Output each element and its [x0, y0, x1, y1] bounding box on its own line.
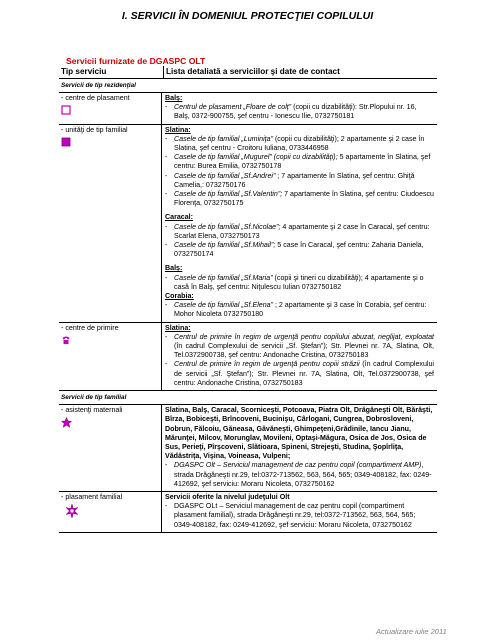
- list-item: - Centrul de plasament „Floare de colţ” (copii cu dizabilităţi): Str.Plopului nr. 16, Balş, 0372-900755, şef centru - Ionescu Ilie, 0732750181: [165, 103, 417, 121]
- location-label: Slatina:: [165, 125, 191, 134]
- section-family: Servicii de tip familial: [59, 391, 437, 405]
- table-row: [59, 323, 437, 391]
- list-item: - Casele de tip familial „Luminiţa” (copii cu dizabilităţi); 2 apartamente şi 2 case în Slatina, şef centru - Croitoru Iuliana, 0733446958: [165, 134, 425, 153]
- row-type-label: - centre de primire: [61, 323, 119, 332]
- list-item: - Casele de tip familial „Sf.Mihail”; 5 case în Caracal, şef centru: Zaharia Daniela, 0732750174: [165, 241, 424, 259]
- row-type-label: - plasament familial: [61, 492, 123, 501]
- square-outline-icon: [61, 105, 71, 115]
- list-item: - Casele de tip familial „Mugurel” (copii cu dizabilităţi); 5 apartamente în Slatina, şef centru: Burea Emilia, 0732750178: [165, 153, 431, 171]
- table-row: [59, 93, 437, 125]
- row-type-label: - centre de plasament: [61, 94, 130, 102]
- header-service-list: Lista detaliată a serviciilor şi date de contact: [163, 66, 437, 78]
- list-item: - Casele de tip familial „Sf.Valentin”; 7 apartamente în Slatina, şef centru: Ciudoescu Florenţa, 0732750175: [165, 190, 434, 208]
- list-item: - Centrul de primire în regim de urgenţă pentru copiii străzii (în cadrul Complexului de servicii „Sf. Ştefan”); Str. Plevnei nr. 7A, Slatina, Olt, Tel.0372900738, şef centru: Andonache Cristina, 0732750183: [165, 360, 434, 387]
- section-residential: Servicii de tip rezidenţial: [59, 79, 437, 93]
- location-label: Balş:: [165, 264, 183, 273]
- row-type-label: - unităţi de tip familial: [61, 125, 128, 134]
- list-item: - DGASPC Olt – Serviciul management de caz pentru copil (compartiment AMP), strada Drăgăneşti nr.29, tel:0372-713562, 563, 564, 565; 0349-408182, fax: 0249-412692, şef serviciu: Moraru Nicoleta, 0732750162: [165, 461, 432, 488]
- list-item: - Casele de tip familial „Sf.Andrei” ; 7 apartamente în Slatina, şef centru: Ghiţă Camelia,: 0732750176: [165, 171, 415, 189]
- localities-list: Slatina, Balş, Caracal, Scorniceşti, Potcoava, Piatra Olt, Drăgăneşti Olt, Bărăşti, Bîrza, Bobiceşti, Brîncoveni, Bucinişu, Cârlogani, Cungrea, Dobrosloveni, Dobrun, Fălcoiu, Găneasa, Găvăneşti, Ghimpeţeni,Grădinile, Iancu Jianu, Mărunţei, Milcov, Morunglav, Movileni, Optaşi-Măgura, Osica de Jos, Osica de Sus, Perieţi, Pîrşcoveni, Slătioara, Spineni, Strejeşti, Studina, Şopîrliţa, Vădăstriţa, Vişina, Voineasa, Vulpeni;: [165, 406, 433, 461]
- star-icon: [61, 417, 72, 428]
- list-item: - Casele de tip familial „Sf.Elena” ; 2 apartamente şi 3 case în Corabia, şef centru: Mohor Nicoleta 0732750180: [165, 301, 427, 319]
- table-header: [59, 66, 437, 79]
- update-footer: Actualizare iulie 2011: [376, 627, 447, 636]
- list-item: - Centrul de primire în regim de urgenţă pentru copilului abuzat, neglijat, exploatat (în cadrul Complexului de servicii „Sf. Ştefan”); Str. Plevnei nr. 7A, Slatina, Olt, Tel.0372900738, şef centru: Andonache Cristina, 0732750183: [165, 332, 434, 360]
- location-label: Corabia:: [165, 292, 194, 301]
- location-label: Slatina:: [165, 323, 191, 332]
- row-type-label: - asistenţi maternali: [61, 406, 123, 415]
- location-label: Balş:: [165, 94, 183, 102]
- list-item: - Casele de tip familial „Sf.Maria” (copii şi tineri cu dizabilităţi); 4 apartamente şi o casă în Balş, şef centru: Niţulescu Iulian 0732750182: [165, 273, 424, 291]
- services-table: [59, 66, 437, 533]
- table-row: [59, 125, 437, 323]
- burst-star-icon: [65, 504, 79, 518]
- page-title: I. SERVICII ÎN DOMENIUL PROTECŢIEI COPILULUI: [121, 10, 374, 22]
- square-filled-icon: [61, 137, 71, 147]
- list-item: - DGASPC OLt – Serviciul management de caz pentru copil (compartiment plasament familial), strada Drăgăneşti nr.29, tel:0372-713562, 563, 564, 565; 0349-408182, fax: 0249-412692, şef serviciu: Moraru Nicoleta, 0732750162: [165, 502, 416, 529]
- location-label: Caracal:: [165, 213, 193, 222]
- table-row: [59, 405, 437, 492]
- list-item: - Casele de tip familial „Sf.Nicolae”; 4 apartamente şi 2 case în Caracal, şef centru: Scarlat Elena, 0732750173: [165, 222, 430, 240]
- table-row: [59, 492, 437, 533]
- section-subtitle: Servicii furnizate de DGASPC OLT: [66, 56, 206, 66]
- phone-icon: [61, 335, 71, 345]
- header-service-type: Tip serviciu: [61, 67, 107, 76]
- county-services-heading: Servicii oferite la nivelul judeţului Olt: [165, 492, 290, 501]
